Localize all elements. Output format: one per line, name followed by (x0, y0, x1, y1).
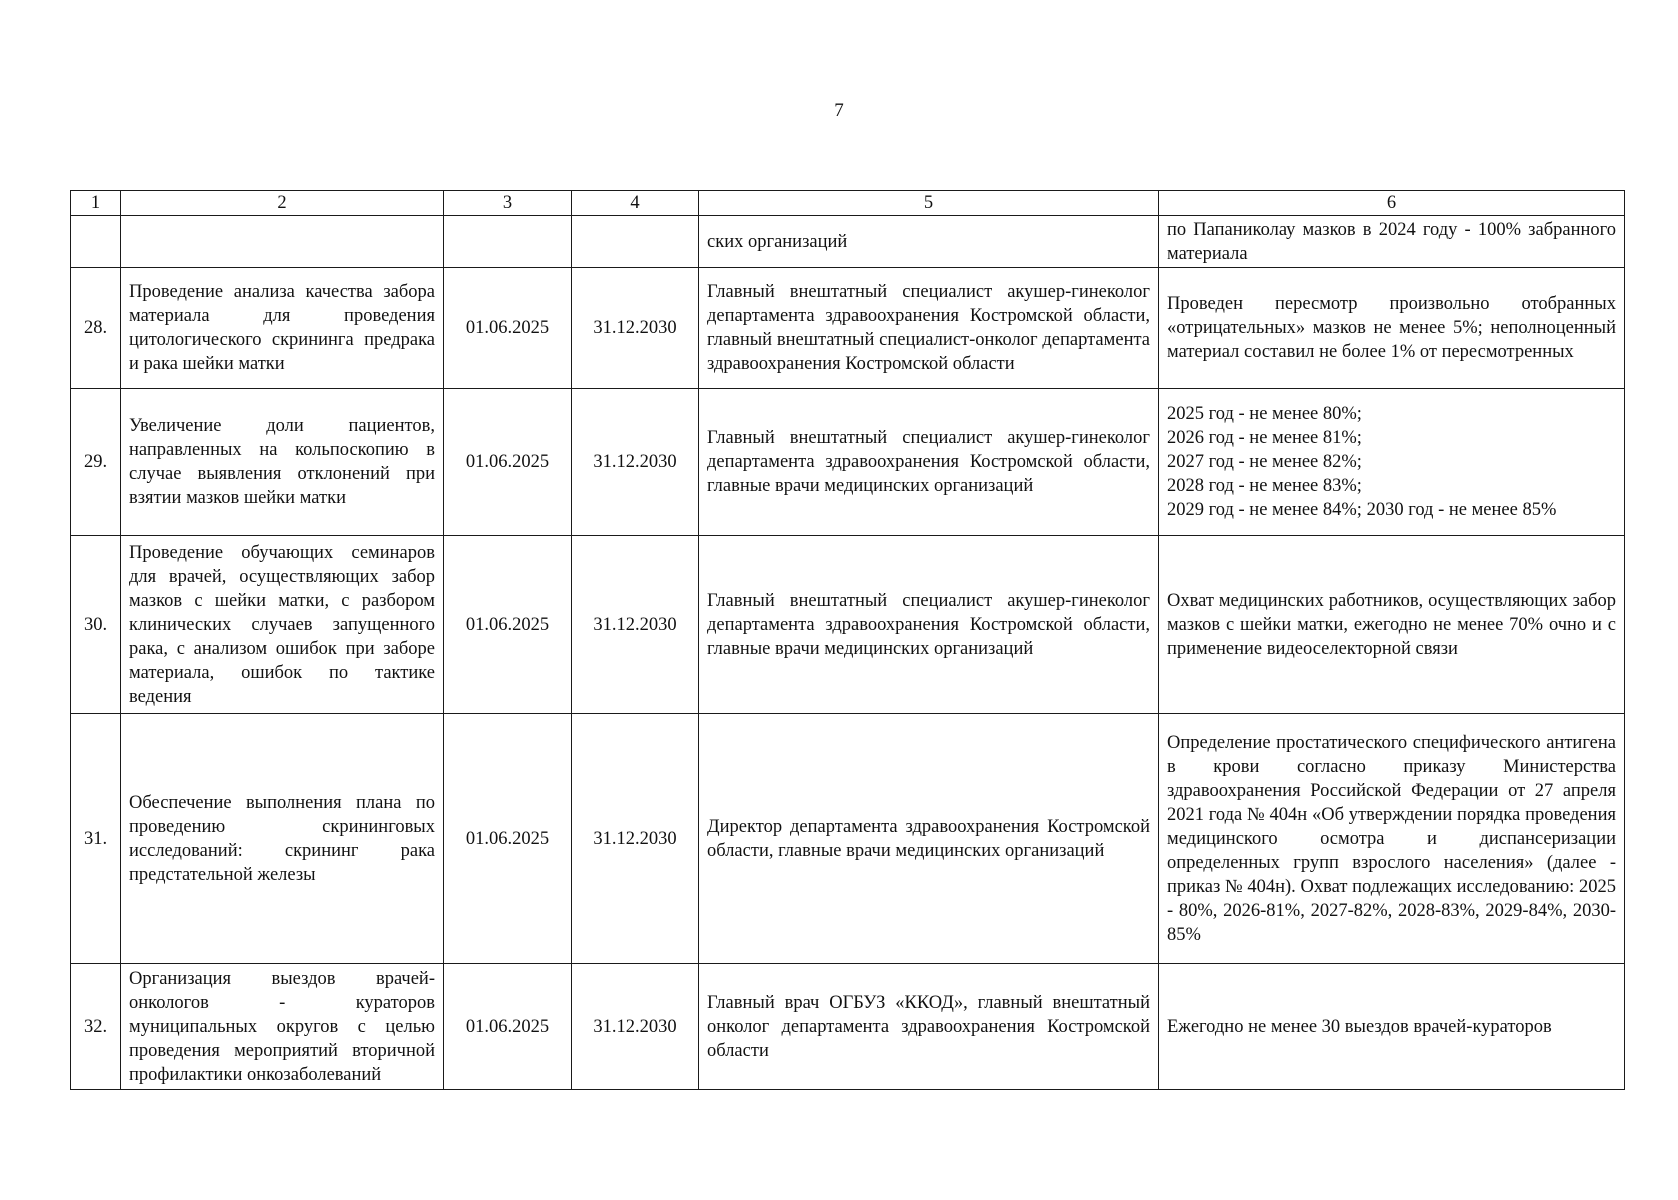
empty-cell (572, 216, 699, 268)
responsible-cell: Главный внештатный специалист акушер-гинеколог департамента здравоохранения Костромской области, главный внештатный специалист-онколог департамента здравоохранения Костромской области (699, 268, 1159, 389)
row-number: 32. (71, 964, 121, 1090)
column-number: 1 (71, 191, 121, 216)
result-cell (1159, 389, 1625, 536)
column-number: 2 (121, 191, 444, 216)
empty-cell (71, 216, 121, 268)
end-date: 31.12.2030 (572, 389, 699, 536)
measures-table (70, 190, 1625, 1090)
column-number: 5 (699, 191, 1159, 216)
result-cell: Проведен пересмотр произвольно отобранных «отрицательных» мазков не менее 5%; неполноценный материал составил не более 1% от пересмотренных (1159, 268, 1625, 389)
responsible-cell: ских организаций (699, 216, 1159, 268)
empty-cell (444, 216, 572, 268)
result-cell: по Папаниколау мазков в 2024 году - 100% забранного материала (1159, 216, 1625, 268)
empty-cell (121, 216, 444, 268)
table-row (71, 536, 1625, 714)
activity-cell: Увеличение доли пациентов, направленных на кольпоскопию в случае выявления отклонений при взятии мазков шейки матки (121, 389, 444, 536)
column-number: 6 (1159, 191, 1625, 216)
page-number: 7 (834, 100, 844, 121)
start-date: 01.06.2025 (444, 389, 572, 536)
row-number: 30. (71, 536, 121, 714)
column-number-row (71, 191, 1625, 216)
result-cell: Ежегодно не менее 30 выездов врачей-кураторов (1159, 964, 1625, 1090)
activity-cell: Организация выездов врачей-онкологов - кураторов муниципальных округов с целью проведения мероприятий вторичной профилактики онкозаболеваний (121, 964, 444, 1090)
column-number: 3 (444, 191, 572, 216)
result-line: 2027 год - не менее 82%; (1167, 452, 1362, 472)
responsible-cell: Главный внештатный специалист акушер-гинеколог департамента здравоохранения Костромской области, главные врачи медицинских организаций (699, 389, 1159, 536)
continuation-row (71, 216, 1625, 268)
row-number: 31. (71, 714, 121, 964)
start-date: 01.06.2025 (444, 714, 572, 964)
result-line: 2028 год - не менее 83%; (1167, 476, 1362, 496)
result-cell: Определение простатического специфического антигена в крови согласно приказу Министерства здравоохранения Российской Федерации от 27 апреля 2021 года № 404н «Об утверждении порядка проведения медицинского осмотра и диспансеризации определенных групп взрослого населения» (далее - приказ № 404н). Охват подлежащих исследованию: 2025 - 80%, 2026-81%, 2027-82%, 2028-83%, 2029-84%, 2030- 85% (1159, 714, 1625, 964)
end-date: 31.12.2030 (572, 714, 699, 964)
activity-cell: Проведение обучающих семинаров для врачей, осуществляющих забор мазков с шейки матки, с разбором клинических случаев запущенного рака, с анализом ошибок при заборе материала, ошибок по тактике ведения (121, 536, 444, 714)
activity-cell: Проведение анализа качества забора материала для проведения цитологического скрининга предрака и рака шейки матки (121, 268, 444, 389)
result-cell: Охват медицинских работников, осуществляющих забор мазков с шейки матки, ежегодно не менее 70% очно и с применение видеоселекторной связи (1159, 536, 1625, 714)
start-date: 01.06.2025 (444, 536, 572, 714)
responsible-cell: Главный врач ОГБУЗ «ККОД», главный внештатный онколог департамента здравоохранения Костромской области (699, 964, 1159, 1090)
table-row (71, 268, 1625, 389)
result-line: 2026 год - не менее 81%; (1167, 428, 1362, 448)
end-date: 31.12.2030 (572, 268, 699, 389)
row-number: 29. (71, 389, 121, 536)
end-date: 31.12.2030 (572, 964, 699, 1090)
start-date: 01.06.2025 (444, 964, 572, 1090)
end-date: 31.12.2030 (572, 536, 699, 714)
result-line: 2029 год - не менее 84%; 2030 год - не менее 85% (1167, 500, 1557, 520)
responsible-cell: Директор департамента здравоохранения Костромской области, главные врачи медицинских организаций (699, 714, 1159, 964)
result-line: 2025 год - не менее 80%; (1167, 404, 1362, 424)
activity-cell: Обеспечение выполнения плана по проведению скрининговых исследований: скрининг рака предстательной железы (121, 714, 444, 964)
table-row (71, 964, 1625, 1090)
responsible-cell: Главный внештатный специалист акушер-гинеколог департамента здравоохранения Костромской области, главные врачи медицинских организаций (699, 536, 1159, 714)
table-row (71, 714, 1625, 964)
start-date: 01.06.2025 (444, 268, 572, 389)
table-row (71, 389, 1625, 536)
column-number: 4 (572, 191, 699, 216)
row-number: 28. (71, 268, 121, 389)
